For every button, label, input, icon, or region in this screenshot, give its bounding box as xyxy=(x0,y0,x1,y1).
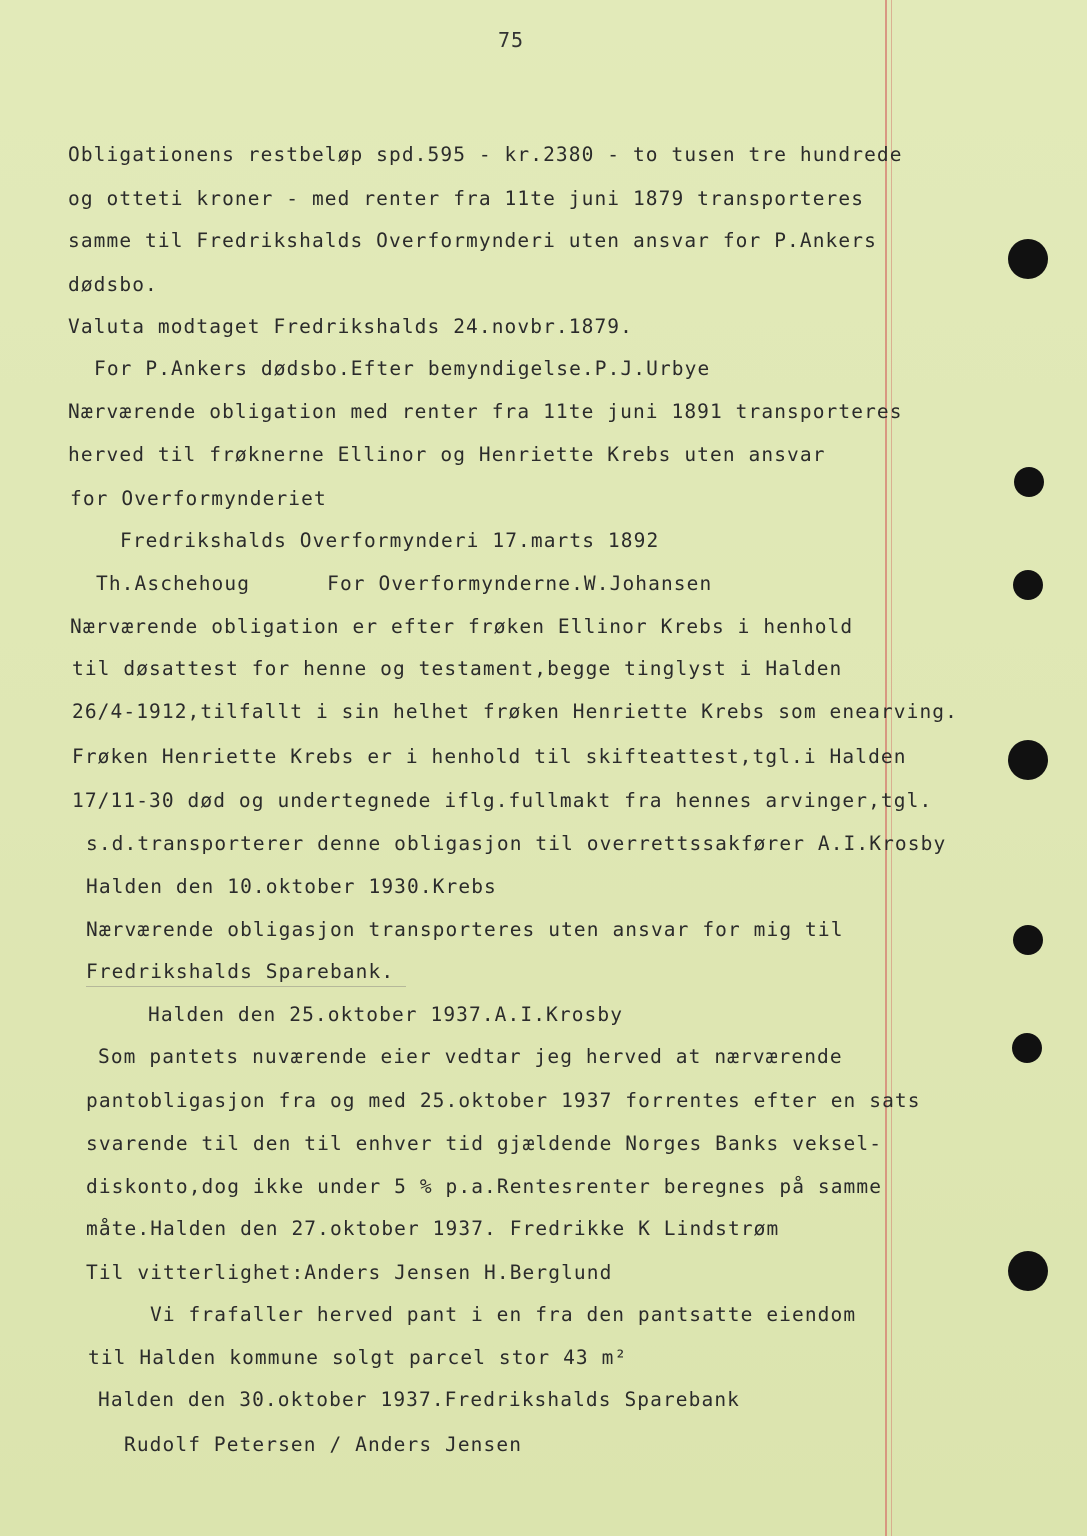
punch-hole xyxy=(1012,1033,1042,1063)
punch-hole xyxy=(1008,239,1048,279)
text-line-23: pantobligasjon fra og med 25.oktober 1937 forrentes efter en sats xyxy=(86,1089,921,1112)
text-line-26: måte.Halden den 27.oktober 1937. Fredrikke K Lindstrøm xyxy=(86,1217,780,1240)
text-line-5: Valuta modtaget Fredrikshalds 24.novbr.1879. xyxy=(68,315,633,338)
text-line-21: Halden den 25.oktober 1937.A.I.Krosby xyxy=(148,1003,624,1026)
text-line-17: s.d.transporterer denne obligasjon til overrettssakfører A.I.Krosby xyxy=(86,832,947,855)
text-line-4: dødsbo. xyxy=(68,273,158,296)
punch-hole xyxy=(1008,740,1048,780)
text-line-3: samme til Fredrikshalds Overformynderi uten ansvar for P.Ankers xyxy=(68,229,877,252)
text-line-29: til Halden kommune solgt parcel stor 43 m² xyxy=(88,1346,628,1369)
text-line-28: Vi frafaller herved pant i en fra den pantsatte eiendom xyxy=(150,1303,857,1326)
text-line-22: Som pantets nuværende eier vedtar jeg herved at nærværende xyxy=(98,1045,843,1068)
text-line-6: For P.Ankers dødsbo.Efter bemyndigelse.P.J.Urbye xyxy=(94,357,711,380)
text-line-9: for Overformynderiet xyxy=(70,487,327,510)
text-line-18: Halden den 10.oktober 1930.Krebs xyxy=(86,875,497,898)
text-line-11: Th.Aschehoug For Overformynderne.W.Johansen xyxy=(96,572,713,595)
text-line-8: herved til frøknerne Ellinor og Henriette Krebs uten ansvar xyxy=(68,443,826,466)
punch-hole xyxy=(1008,1251,1048,1291)
punch-hole xyxy=(1013,925,1043,955)
text-line-10: Fredrikshalds Overformynderi 17.marts 1892 xyxy=(120,529,660,552)
margin-line xyxy=(885,0,887,1536)
text-line-19: Nærværende obligasjon transporteres uten ansvar for mig til xyxy=(86,918,844,941)
text-line-12: Nærværende obligation er efter frøken Ellinor Krebs i henhold xyxy=(70,615,854,638)
page-number: 75 xyxy=(498,28,525,52)
text-line-14: 26/4-1912,tilfallt i sin helhet frøken Henriette Krebs som enearving. xyxy=(72,700,958,723)
punch-hole xyxy=(1013,570,1043,600)
text-line-7: Nærværende obligation med renter fra 11te juni 1891 transporteres xyxy=(68,400,903,423)
text-line-20: Fredrikshalds Sparebank. xyxy=(86,960,395,983)
text-line-1: Obligationens restbeløp spd.595 - kr.2380 - to tusen tre hundrede xyxy=(68,143,903,166)
text-line-31: Rudolf Petersen / Anders Jensen xyxy=(124,1433,523,1456)
text-line-16: 17/11-30 død og undertegnede iflg.fullmakt fra hennes arvinger,tgl. xyxy=(72,789,933,812)
underline-rule xyxy=(86,986,406,987)
margin-line-secondary xyxy=(891,0,892,1536)
text-line-30: Halden den 30.oktober 1937.Fredrikshalds Sparebank xyxy=(98,1388,740,1411)
text-line-15: Frøken Henriette Krebs er i henhold til skifteattest,tgl.i Halden xyxy=(72,745,907,768)
text-line-24: svarende til den til enhver tid gjældende Norges Banks veksel- xyxy=(86,1132,883,1155)
text-line-25: diskonto,dog ikke under 5 % p.a.Rentesrenter beregnes på samme xyxy=(86,1175,883,1198)
text-line-13: til døsattest for henne og testament,begge tinglyst i Halden xyxy=(72,657,843,680)
text-line-27: Til vitterlighet:Anders Jensen H.Berglund xyxy=(86,1261,613,1284)
text-line-2: og otteti kroner - med renter fra 11te juni 1879 transporteres xyxy=(68,187,865,210)
punch-hole xyxy=(1014,467,1044,497)
